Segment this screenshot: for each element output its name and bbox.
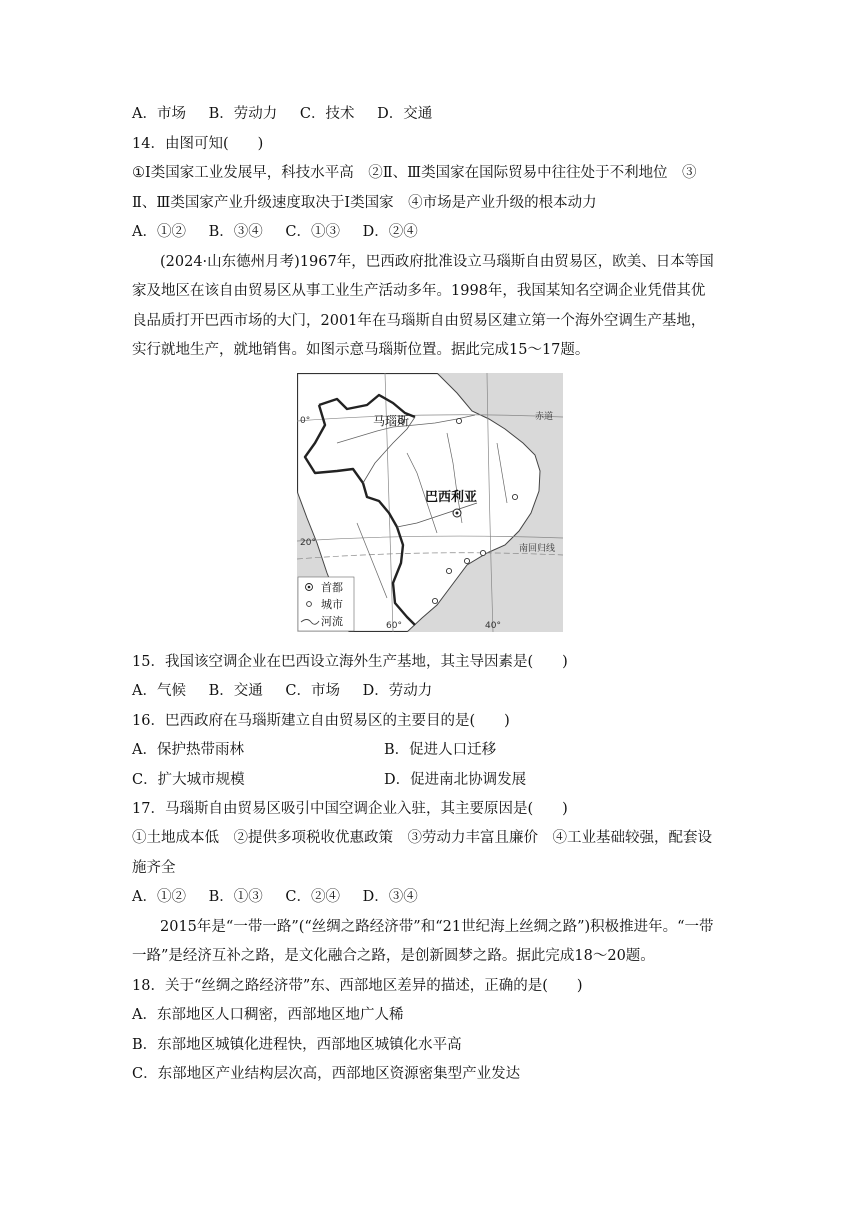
legend-city: 城市 <box>321 598 343 611</box>
q18-stem: 18．关于“丝绸之路经济带”东、西部地区差异的描述，正确的是( ) <box>132 978 583 994</box>
q17-option-c: C．②④ <box>285 889 340 905</box>
passage1-line4: 实行就地生产，就地销售。如图示意马瑙斯位置。据此完成15～17题。 <box>132 342 590 358</box>
q16-option-c: C．扩大城市规模 <box>132 772 245 788</box>
q14-stem: 14．由图可知( ) <box>132 136 264 152</box>
q17-options <box>132 887 418 907</box>
q14-option-d: D．②④ <box>362 224 418 240</box>
q14-statement-line1: ①Ⅰ类国家工业发展早，科技水平高 ②Ⅱ、Ⅲ类国家在国际贸易中往往处于不利地位 ③ <box>132 165 697 181</box>
city-marker <box>446 568 451 573</box>
q14-options <box>132 222 418 242</box>
label-equator: 赤道 <box>535 412 554 422</box>
q16-option-d: D．促进南北协调发展 <box>384 772 527 788</box>
label-lat-20: 20° <box>300 538 316 548</box>
q13-option-b: B．劳动力 <box>208 106 278 122</box>
city-marker <box>480 550 485 555</box>
q14-option-a: A．①② <box>132 224 186 240</box>
q14-statement-line2: Ⅱ、Ⅲ类国家产业升级速度取决于Ⅰ类国家 ④市场是产业升级的根本动力 <box>132 195 597 211</box>
q14-option-c: C．①③ <box>285 224 340 240</box>
q17-option-a: A．①② <box>132 889 186 905</box>
label-tropic: 南回归线 <box>519 544 556 554</box>
q18-option-b: B．东部地区城镇化进程快，西部地区城镇化水平高 <box>132 1037 462 1053</box>
q15-stem: 15．我国该空调企业在巴西设立海外生产基地，其主导因素是( ) <box>132 654 568 670</box>
q17-statement-line1: ①土地成本低 ②提供多项税收优惠政策 ③劳动力丰富且廉价 ④工业基础较强，配套设 <box>132 830 712 846</box>
q14-option-b: B．③④ <box>208 224 263 240</box>
q15-option-c: C．市场 <box>285 683 340 699</box>
q16-option-a: A．保护热带雨林 <box>132 742 244 758</box>
legend-river: 河流 <box>321 615 343 628</box>
q15-option-d: D．劳动力 <box>362 683 433 699</box>
label-brasilia: 巴西利亚 <box>425 490 478 505</box>
label-lon-40: 40° <box>485 621 501 631</box>
legend-capital: 首都 <box>321 581 343 594</box>
brazil-location-map <box>297 373 563 632</box>
passage1-line1: (2024·山东德州月考)1967年，巴西政府批准设立马瑙斯自由贸易区，欧美、日本等国 <box>160 254 714 270</box>
q17-statement-line2: 施齐全 <box>132 860 176 876</box>
city-marker <box>432 598 437 603</box>
q16-option-b: B．促进人口迁移 <box>384 742 497 758</box>
q15-option-a: A．气候 <box>132 683 186 699</box>
passage2-line1: 2015年是“一带一路”(“丝绸之路经济带”和“21世纪海上丝绸之路”)积极推进年。“一带 <box>160 919 714 935</box>
passage1-line2: 家及地区在该自由贸易区从事工业生产活动多年。1998年，我国某知名空调企业凭借其优 <box>132 283 706 299</box>
city-marker <box>456 418 461 423</box>
q18-option-c: C．东部地区产业结构层次高，西部地区资源密集型产业发达 <box>132 1066 521 1082</box>
passage1-line3: 良品质打开巴西市场的大门，2001年在马瑙斯自由贸易区建立第一个海外空调生产基地， <box>132 313 706 329</box>
q13-option-d: D．交通 <box>377 106 433 122</box>
q16-stem: 16．巴西政府在马瑙斯建立自由贸易区的主要目的是( ) <box>132 713 510 729</box>
q15-option-b: B．交通 <box>208 683 263 699</box>
q13-option-c: C．技术 <box>299 106 355 122</box>
label-manaus: 马瑙斯 <box>373 414 410 428</box>
passage2-line2: 一路”是经济互补之路，是文化融合之路，是创新圆梦之路。据此完成18～20题。 <box>132 948 655 964</box>
q15-options <box>132 681 432 701</box>
q17-option-d: D．③④ <box>362 889 418 905</box>
city-marker <box>464 558 469 563</box>
map-legend <box>298 577 354 631</box>
q17-option-b: B．①③ <box>208 889 263 905</box>
q18-option-a: A．东部地区人口稠密，西部地区地广人稀 <box>132 1007 404 1023</box>
label-lat-0: 0° <box>300 416 311 426</box>
q13-option-a: A．市场 <box>132 106 186 122</box>
q17-stem: 17．马瑙斯自由贸易区吸引中国空调企业入驻，其主要原因是( ) <box>132 801 568 817</box>
label-lon-60: 60° <box>386 621 402 631</box>
q13-options <box>132 104 432 124</box>
city-marker <box>512 494 517 499</box>
